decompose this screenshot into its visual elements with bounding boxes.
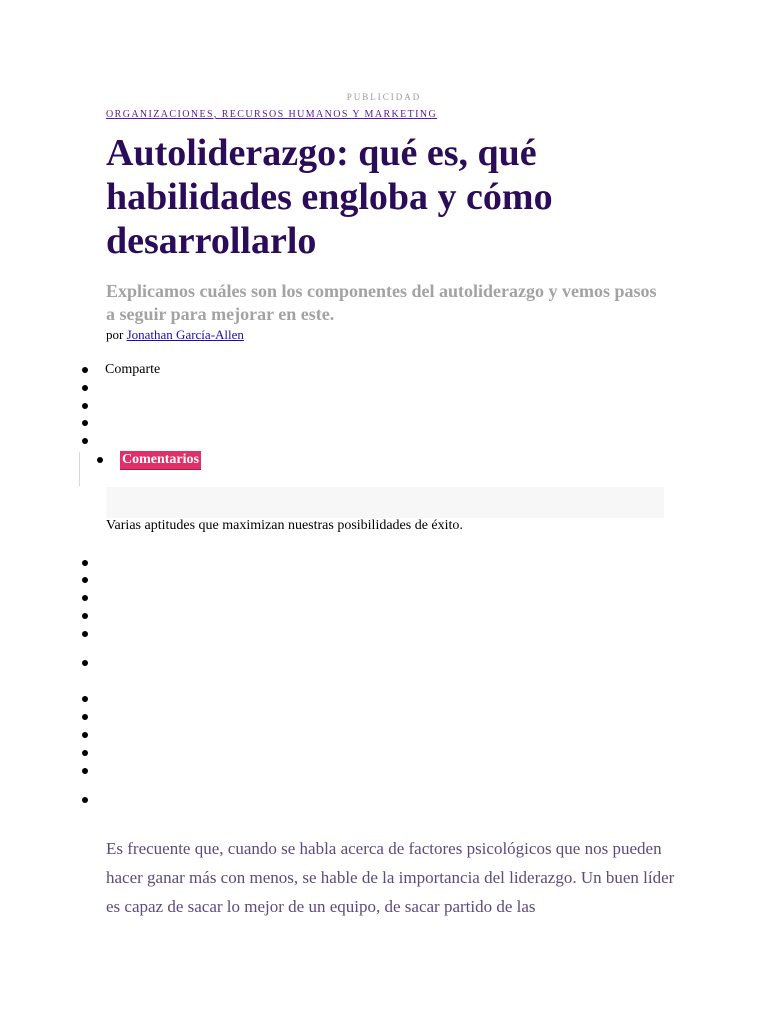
list-bullet [82,750,88,756]
list-bullet [82,560,88,566]
share-button-facebook[interactable] [82,385,88,391]
article-image [106,487,664,518]
author-link[interactable]: Jonathan García-Allen [126,327,244,342]
comments-button[interactable]: Comentarios [120,451,201,470]
article-body-paragraph: Es frecuente que, cuando se habla acerca de factores psicológicos que nos pueden hacer ganar más con menos, se hable de la importancia del liderazgo. Un buen líder es capaz de sacar lo mejor de un equipo, de sacar partido de las [106,839,675,916]
category-link[interactable]: ORGANIZACIONES, RECURSOS HUMANOS Y MARKETING [106,109,438,120]
list-bullet [82,714,88,720]
share-list-bullet [82,367,88,373]
list-bullet [82,595,88,601]
byline [106,327,244,343]
share-divider [79,452,80,486]
comments-bullet [97,457,103,463]
list-bullet [82,696,88,702]
list-bullet [82,613,88,619]
article-title: Autoliderazgo: qué es, qué habilidades engloba y cómo desarrollarlo [106,132,553,262]
article-subtitle: Explicamos cuáles son los componentes del autoliderazgo y vemos pasos a seguir para mejorar en este. [106,281,657,324]
share-button-whatsapp[interactable] [82,438,88,444]
byline-prefix: por [106,327,124,342]
list-bullet [82,660,88,666]
share-label: Comparte [105,362,161,377]
advertising-label: PUBLICIDAD [346,92,422,102]
image-caption: Varias aptitudes que maximizan nuestras posibilidades de éxito. [106,518,463,533]
list-bullet [82,768,88,774]
list-bullet [82,577,88,583]
share-button-linkedin[interactable] [82,420,88,426]
list-bullet [82,631,88,637]
share-button-twitter[interactable] [82,403,88,409]
list-bullet [82,797,88,803]
list-bullet [82,732,88,738]
